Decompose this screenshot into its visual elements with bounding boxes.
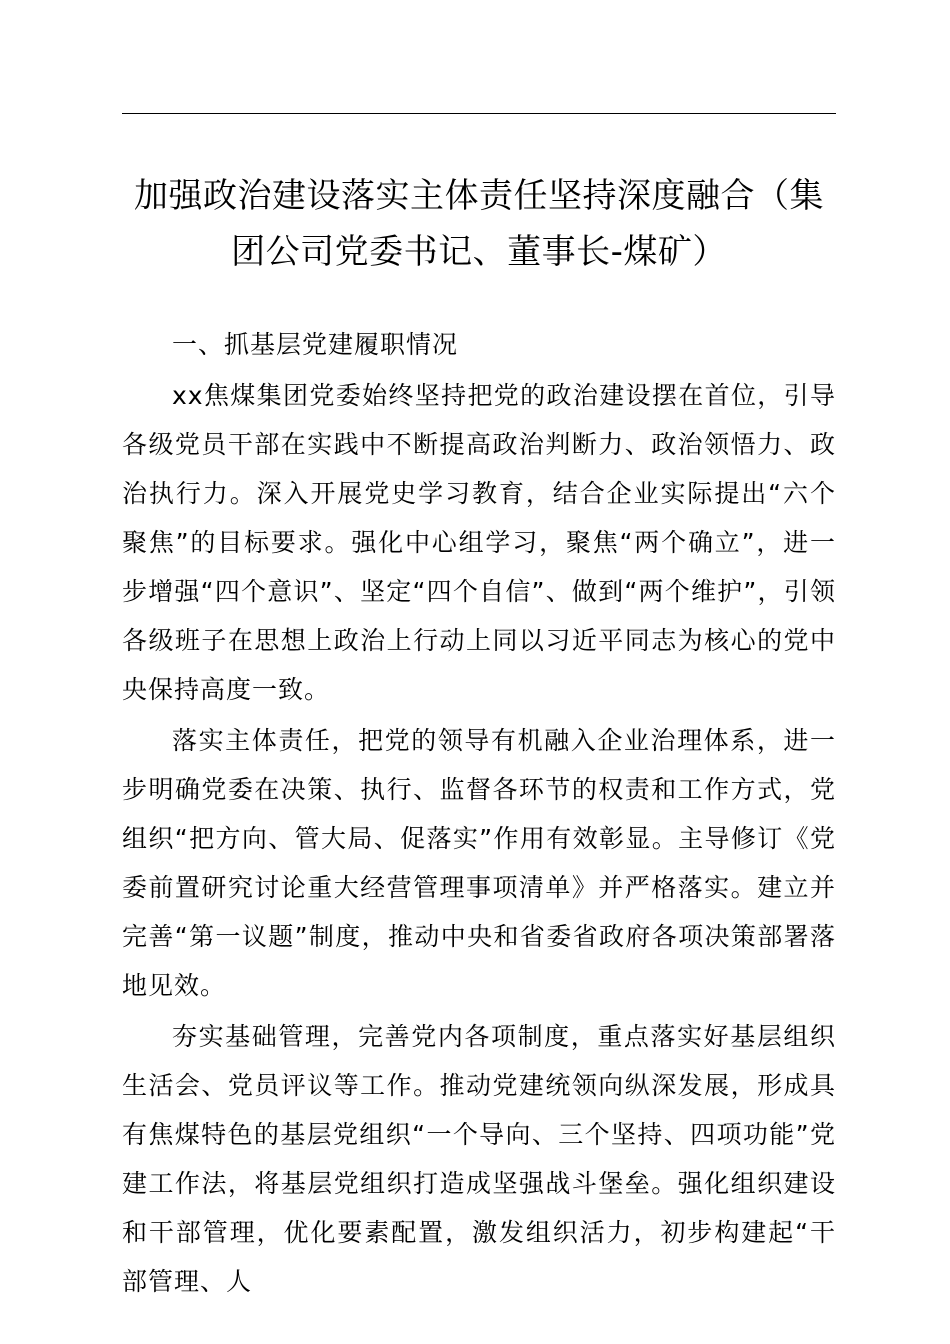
document-body <box>122 320 836 1308</box>
paragraph-2: 落实主体责任，把党的领导有机融入企业治理体系，进一步明确党委在决策、执行、监督各环节的权责和工作方式，党组织“把方向、管大局、促落实”作用有效彰显。主导修订《党委前置研究讨论重大经营管理事项清单》并严格落实。建立并完善“第一议题”制度，推动中央和省委省政府各项决策部署落地见效。 <box>122 726 836 1000</box>
document-title: 加强政治建设落实主体责任坚持深度融合（集团公司党委书记、董事长-煤矿） <box>134 176 824 272</box>
paragraph-1: xx焦煤集团党委始终坚持把党的政治建设摆在首位，引导各级党员干部在实践中不断提高政治判断力、政治领悟力、政治执行力。深入开展党史学习教育，结合企业实际提出“六个聚焦”的目标要求。强化中心组学习，聚焦“两个确立”，进一步增强“四个意识”、坚定“四个自信”、做到“两个维护”，引领各级班子在思想上政治上行动上同以习近平同志为核心的党中央保持高度一致。 <box>122 381 836 704</box>
header-rule <box>122 113 836 114</box>
paragraph-3: 夯实基础管理，完善党内各项制度，重点落实好基层组织生活会、党员评议等工作。推动党建统领向纵深发展，形成具有焦煤特色的基层党组织“一个导向、三个坚持、四项功能”党建工作法，将基层党组织打造成坚强战斗堡垒。强化组织建设和干部管理，优化要素配置，激发组织活力，初步构建起“干部管理、人 <box>122 1022 836 1296</box>
section-heading: 一、抓基层党建履职情况 <box>172 330 459 359</box>
